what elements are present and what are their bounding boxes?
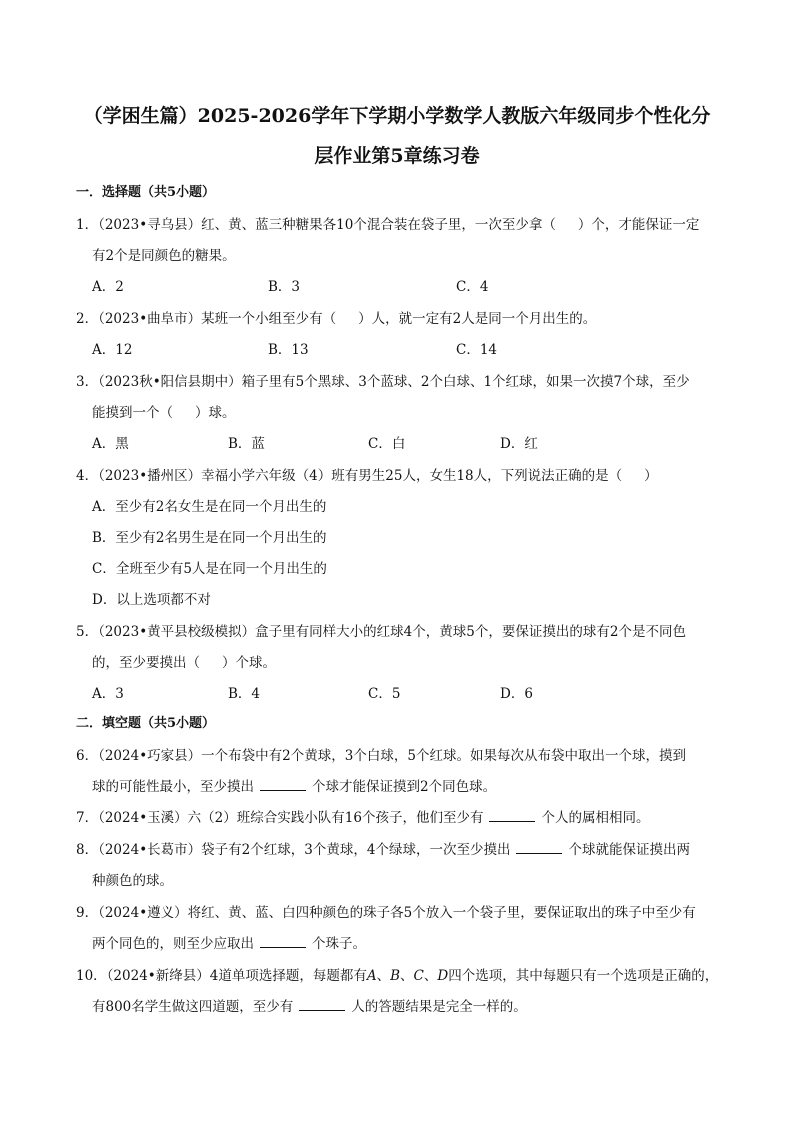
question-text: 箱子里有5个黑球、3个蓝球、2个白球、1个红球，如果一次摸7个球，至少 xyxy=(241,374,690,390)
question-number: 10． xyxy=(76,968,107,984)
question-text: ）个球。 xyxy=(222,655,276,671)
choice-letter: B xyxy=(390,968,401,984)
question-text: 人的答题结果是完全一样的。 xyxy=(351,999,527,1015)
question-text: 个球就能保证摸出两 xyxy=(568,842,690,858)
question-7 xyxy=(76,808,649,828)
question-text: ）人，就一定有2人是同一个月出生的。 xyxy=(358,311,597,327)
section-heading-fill: 二．填空题（共5小题） xyxy=(76,716,216,731)
question-text: ）球。 xyxy=(195,405,236,421)
question-number: 8． xyxy=(76,842,99,858)
question-text: 能摸到一个（ xyxy=(92,405,173,421)
question-source: （2024•新绛县） xyxy=(106,968,210,984)
question-source: （2023•播州区） xyxy=(98,468,202,484)
question-text: 红、黄、蓝三种糖果各10个混合装在袋子里，一次至少拿（ xyxy=(201,217,556,233)
question-source: （2023•黄平县校级模拟） xyxy=(98,624,256,640)
option-b[interactable]: B．3 xyxy=(268,279,301,295)
option-c[interactable]: C．14 xyxy=(456,342,498,358)
separator: 、 xyxy=(423,968,438,984)
question-text: 六（2）班综合实践小队有16个孩子，他们至少有 xyxy=(187,810,484,826)
question-3-line2 xyxy=(92,403,236,423)
separator: 、 xyxy=(400,968,414,984)
question-5-line2 xyxy=(92,653,276,673)
question-text: 球的可能性最小，至少摸出 xyxy=(92,779,254,795)
question-number: 3． xyxy=(76,374,99,390)
option-d[interactable]: D．6 xyxy=(500,686,533,702)
option-d[interactable]: D．以上选项都不对 xyxy=(92,592,211,608)
question-text: 个人的属相相同。 xyxy=(541,810,650,826)
question-number: 4． xyxy=(76,468,99,484)
question-text: 将红、黄、蓝、白四种颜色的珠子各5个放入一个袋子里，要保证取出的珠子中至少有 xyxy=(187,905,696,921)
option-b[interactable]: B．蓝 xyxy=(228,436,265,452)
question-text: 的，至少要摸出（ xyxy=(92,655,200,671)
question-text: 一个布袋中有2个黄球，3个白球，5个红球。如果每次从布袋中取出一个球，摸到 xyxy=(201,748,686,764)
question-text: ） xyxy=(644,468,658,484)
question-text: 盒子里有同样大小的红球4个，黄球5个，要保证摸出的球有2个是不同色 xyxy=(255,624,686,640)
question-6 xyxy=(76,746,686,766)
question-source: （2023秋•阳信县期中） xyxy=(98,374,242,390)
choice-letter: D xyxy=(437,968,449,984)
question-5 xyxy=(76,622,686,642)
question-text: 某班一个小组至少有（ xyxy=(201,311,337,327)
question-text: ）个，才能保证一定 xyxy=(577,217,700,233)
question-text: 两个同色的，则至少应取出 xyxy=(92,936,254,952)
question-text: 四个选项，其中每题只有一个选项是正确的， xyxy=(448,968,719,984)
option-b[interactable]: B．13 xyxy=(268,342,309,358)
option-a[interactable]: A．黑 xyxy=(92,436,129,452)
question-text: 个球才能保证摸到2个同色球。 xyxy=(312,779,497,795)
question-number: 5． xyxy=(76,624,99,640)
question-source: （2023•曲阜市） xyxy=(98,311,202,327)
option-c[interactable]: C．白 xyxy=(368,436,406,452)
question-10-line2 xyxy=(92,997,527,1017)
choice-letter: C xyxy=(413,968,424,984)
answer-blank[interactable] xyxy=(260,778,306,791)
page-title-line1: （学困生篇）2025-2026学年下学期小学数学人教版六年级同步个性化分 xyxy=(83,105,711,127)
question-8 xyxy=(76,840,690,860)
question-source: （2023•寻乌县） xyxy=(98,217,202,233)
option-d[interactable]: D．红 xyxy=(500,436,538,452)
question-text: 个珠子。 xyxy=(312,936,366,952)
option-a[interactable]: A．12 xyxy=(92,342,133,358)
answer-blank[interactable] xyxy=(516,841,562,854)
option-c[interactable]: C．全班至少有5人是在同一个月出生的 xyxy=(92,561,327,577)
question-9 xyxy=(76,903,696,923)
section-heading-choice: 一．选择题（共5小题） xyxy=(76,185,216,200)
question-text: 袋子有2个红球，3个黄球，4个绿球，一次至少摸出 xyxy=(201,842,511,858)
option-a[interactable]: A．至少有2名女生是在同一个月出生的 xyxy=(92,499,327,515)
question-4 xyxy=(76,466,658,486)
answer-blank[interactable] xyxy=(489,809,535,822)
page-title-line2: 层作业第5章练习卷 xyxy=(314,145,480,167)
question-text: 幸福小学六年级（4）班有男生25人，女生18人，下列说法正确的是（ xyxy=(201,468,623,484)
option-c[interactable]: C．4 xyxy=(456,279,489,295)
question-9-line2 xyxy=(92,934,366,954)
question-6-line2 xyxy=(92,777,496,797)
question-source: （2024•玉溪） xyxy=(98,810,188,826)
option-c[interactable]: C．5 xyxy=(368,686,401,702)
option-b[interactable]: B．至少有2名男生是在同一个月出生的 xyxy=(92,530,327,546)
option-a[interactable]: A．2 xyxy=(92,279,124,295)
question-text: 4道单项选择题，每题都有 xyxy=(209,968,367,984)
option-a[interactable]: A．3 xyxy=(92,686,124,702)
question-number: 7． xyxy=(76,810,99,826)
question-number: 2． xyxy=(76,311,99,327)
question-source: （2024•巧家县） xyxy=(98,748,202,764)
question-number: 1． xyxy=(76,217,99,233)
question-number: 6． xyxy=(76,748,99,764)
answer-blank[interactable] xyxy=(260,935,306,948)
answer-blank[interactable] xyxy=(299,998,345,1011)
question-1 xyxy=(76,215,699,235)
question-8-line2: 种颜色的球。 xyxy=(92,873,173,889)
question-3 xyxy=(76,372,690,392)
question-number: 9． xyxy=(76,905,99,921)
question-source: （2024•遵义） xyxy=(98,905,188,921)
question-2 xyxy=(76,309,596,329)
option-b[interactable]: B．4 xyxy=(228,686,261,702)
question-10 xyxy=(76,966,718,986)
question-1-line2: 有2个是同颜色的糖果。 xyxy=(92,248,236,264)
choice-letter: A xyxy=(366,968,377,984)
question-source: （2024•长葛市） xyxy=(98,842,202,858)
separator: 、 xyxy=(376,968,391,984)
question-text: 有800名学生做这四道题，至少有 xyxy=(92,999,294,1015)
